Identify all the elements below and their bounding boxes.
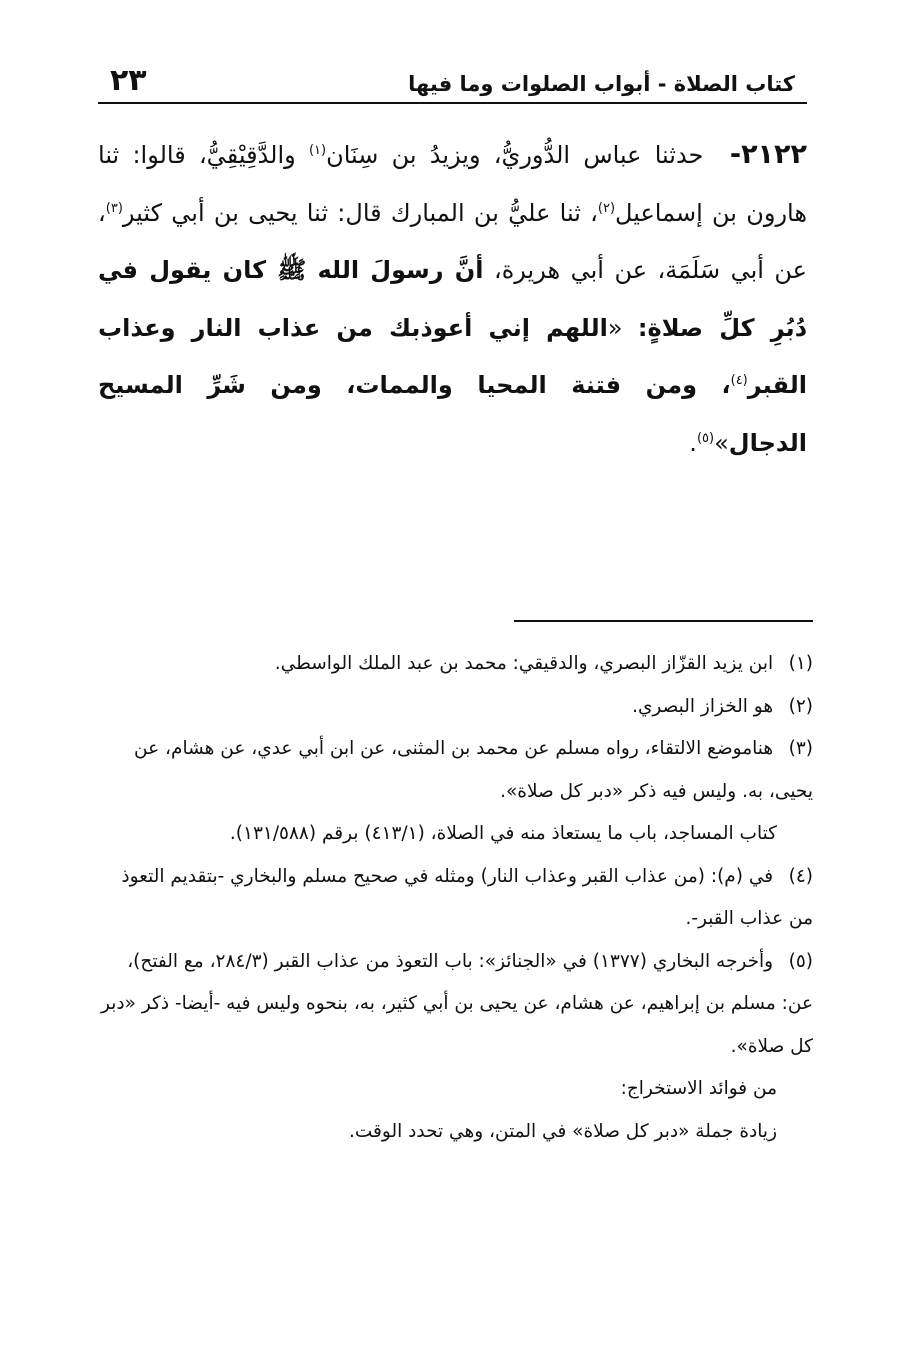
hadith-number: ٢١٢٢-: [729, 139, 807, 170]
hadith-end: .: [689, 428, 697, 457]
footnote-ref-5: (٥): [696, 430, 715, 446]
quote-open: «: [607, 313, 638, 342]
footnote-number: (١): [788, 653, 813, 674]
footnote-ref-4: (٤): [730, 373, 748, 388]
quote-close: »: [714, 428, 729, 457]
footnote-number: (٣): [788, 738, 813, 759]
page-header: [98, 62, 807, 104]
hadith-chain-3: ، ثنا عليُّ بن المبارك قال: ثنا يحيى بن أبي كثير: [122, 198, 598, 227]
footnote-1: [98, 643, 813, 686]
footnote-ref-1: (١): [308, 143, 327, 158]
footnote-2: [98, 686, 813, 729]
hadith-chain-1: حدثنا عباس الدُّوريُّ، ويزيدُ بن سِنَان: [326, 141, 704, 169]
page-number: ٢٣: [110, 63, 147, 98]
footnote-separator: [514, 620, 813, 622]
header-rule: [98, 102, 807, 104]
footnote-text: وأخرجه البخاري (١٣٧٧) في «الجنائز»: باب التعوذ من عذاب القبر (٢٨٤/٣، مع الفتح)، عن: مسلم بن إبراهيم، عن هشام، عن يحيى بن أبي كثير، به، بنحوه وليس فيه -أيضا- ذكر «دبر كل صلاة».: [101, 950, 813, 1057]
footnote-number: (٥): [788, 950, 813, 972]
footnote-3: [98, 728, 813, 813]
benefits-heading: من فوائد الاستخراج:: [620, 1078, 777, 1099]
benefits-text: زيادة جملة «دبر كل صلاة» في المتن، وهي تحدد الوقت.: [349, 1120, 777, 1142]
running-title: كتاب الصلاة - أبواب الصلوات وما فيها: [408, 72, 795, 96]
footnotes: [98, 643, 813, 1153]
hadith-matn-1: أنَّ رسولَ الله ﷺ كان يقول في دُبُرِ كلِّ صلاةٍ:: [98, 256, 808, 342]
footnote-ref-2: (٢): [597, 200, 616, 216]
footnote-text: هو الخزاز البصري.: [632, 695, 774, 717]
footnote-text: في (م): (من عذاب القبر وعذاب النار) ومثله في صحيح مسلم والبخاري -بتقديم التعوذ من عذاب القبر-.: [121, 865, 813, 929]
footnote-4: [98, 856, 813, 941]
hadith-chain-2: والدَّقِيْقِيُّ، قالوا: ثنا هارون بن إسماعيل: [98, 141, 807, 227]
hadith-chain-4: ، عن أبي سَلَمَة، عن أبي هريرة،: [98, 198, 808, 284]
footnote-number: (٤): [788, 865, 813, 887]
hadith-matn-2: اللهم إني أعوذبك من عذاب النار وعذاب القبر: [98, 313, 807, 399]
footnote-text: ابن يزيد القزّاز البصري، والدقيقي: محمد بن عبد الملك الواسطي.: [274, 653, 774, 674]
footnote-ref-3: (٣): [105, 200, 123, 216]
footnote-number: (٢): [788, 695, 813, 717]
footnote-5: [98, 941, 813, 1069]
hadith-text: [98, 126, 807, 472]
hadith-matn-3: ، ومن فتنة المحيا والممات، ومن شَرِّ المسيح الدجال: [98, 371, 807, 457]
footnote-3-continuation: كتاب المساجد، باب ما يستعاذ منه في الصلاة، (٤١٣/١) برقم (١٣١/٥٨٨).: [229, 823, 777, 844]
footnote-text: هناموضع الالتقاء، رواه مسلم عن محمد بن المثنى، عن ابن أبي عدي، عن هشام، عن يحيى، به. وليس فيه ذكر «دبر كل صلاة».: [134, 738, 813, 802]
